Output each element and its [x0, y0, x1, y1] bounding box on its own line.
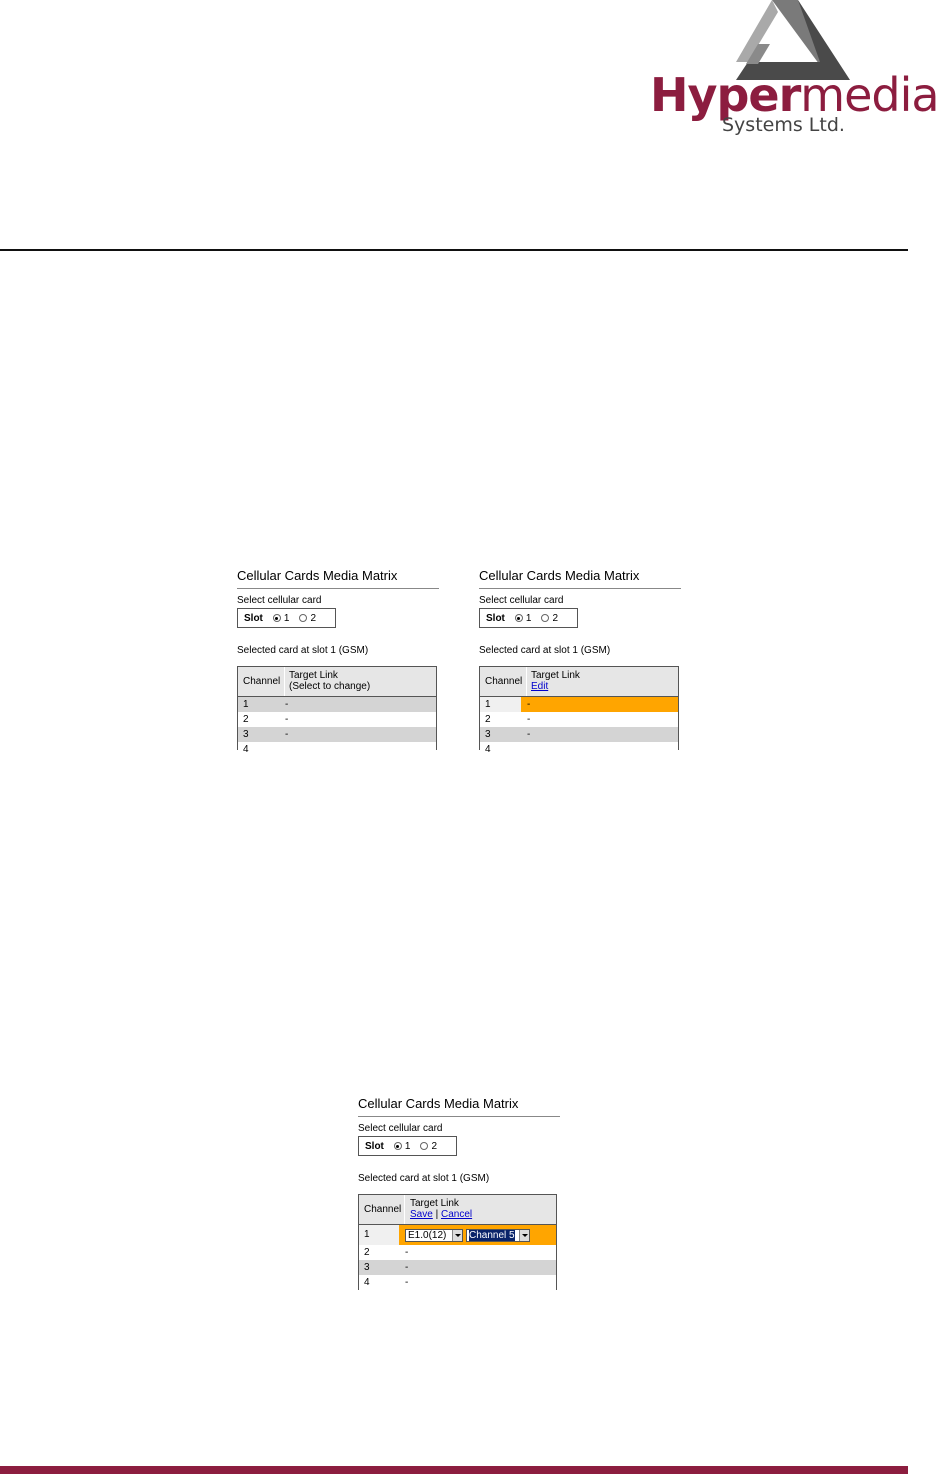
- select-card-label: Select cellular card: [358, 1123, 443, 1134]
- edit-link[interactable]: Edit: [531, 681, 549, 692]
- col-target-link: Target Link Save | Cancel: [410, 1198, 473, 1220]
- dropdown-arrow-icon[interactable]: [452, 1230, 462, 1241]
- radio-icon[interactable]: [541, 614, 549, 622]
- selected-card-text: Selected card at slot 1 (GSM): [237, 645, 369, 656]
- col-target-link: Target Link Edit: [531, 670, 580, 692]
- header-rule: [0, 249, 908, 251]
- footer-rule: [0, 1466, 908, 1474]
- slot-radio-2[interactable]: 2: [420, 1141, 437, 1152]
- table-row[interactable]: 2 -: [480, 712, 678, 727]
- table-row[interactable]: 3 -: [359, 1260, 556, 1275]
- panel-title: Cellular Cards Media Matrix: [237, 568, 398, 583]
- channel-select[interactable]: Channel 5: [466, 1229, 530, 1242]
- radio-selected-icon[interactable]: [394, 1142, 402, 1150]
- col-channel: Channel: [243, 676, 281, 687]
- matrix-table: [358, 1194, 557, 1290]
- slot-label: Slot: [486, 612, 505, 624]
- col-channel: Channel: [485, 676, 523, 687]
- table-row[interactable]: 4: [480, 742, 678, 757]
- media-matrix-panel-b: [479, 568, 681, 755]
- media-matrix-panel-c: [358, 1096, 560, 1292]
- dropdown-arrow-icon[interactable]: [519, 1230, 529, 1241]
- table-row-editing[interactable]: 1 E1.0(12) Channel 5: [359, 1225, 556, 1245]
- table-row[interactable]: 2 -: [359, 1245, 556, 1260]
- slot-radio-1[interactable]: 1: [515, 613, 532, 624]
- selected-card-text: Selected card at slot 1 (GSM): [479, 645, 611, 656]
- table-row[interactable]: 1 -: [238, 697, 436, 712]
- col-channel: Channel: [364, 1204, 402, 1215]
- matrix-table: [479, 666, 679, 755]
- table-header: [359, 1195, 556, 1225]
- slot-selector: [237, 608, 336, 628]
- selected-card-text: Selected card at slot 1 (GSM): [358, 1173, 490, 1184]
- table-row[interactable]: 4 -: [359, 1275, 556, 1290]
- cancel-link[interactable]: Cancel: [440, 1209, 473, 1220]
- media-matrix-panel-a: [237, 568, 439, 755]
- table-row-selected[interactable]: 1 -: [480, 697, 678, 712]
- slot-label: Slot: [244, 612, 263, 624]
- slot-label: Slot: [365, 1140, 384, 1152]
- col-divider: [404, 1195, 405, 1224]
- radio-selected-icon[interactable]: [273, 614, 281, 622]
- col-divider: [284, 667, 285, 696]
- slot-radio-2[interactable]: 2: [299, 613, 316, 624]
- table-row[interactable]: 3 -: [480, 727, 678, 742]
- table-header: [480, 667, 678, 697]
- col-target-link: Target Link (Select to change): [289, 670, 371, 692]
- title-rule: [237, 588, 439, 589]
- logo-wordmark: Hypermedia: [650, 68, 939, 122]
- panel-title: Cellular Cards Media Matrix: [479, 568, 640, 583]
- matrix-table: [237, 666, 437, 755]
- col-divider: [526, 667, 527, 696]
- title-rule: [358, 1116, 560, 1117]
- slot-radio-1[interactable]: 1: [273, 613, 290, 624]
- slot-selector: [358, 1136, 457, 1156]
- table-row[interactable]: 2 -: [238, 712, 436, 727]
- select-card-label: Select cellular card: [237, 595, 322, 606]
- select-card-label: Select cellular card: [479, 595, 564, 606]
- company-logo: [650, 0, 939, 140]
- link-select[interactable]: E1.0(12): [405, 1229, 463, 1242]
- title-rule: [479, 588, 681, 589]
- slot-selector: [479, 608, 578, 628]
- panel-title: Cellular Cards Media Matrix: [358, 1096, 519, 1111]
- save-link[interactable]: Save: [410, 1209, 433, 1220]
- slot-radio-1[interactable]: 1: [394, 1141, 411, 1152]
- table-header: [238, 667, 436, 697]
- row-highlight: [521, 697, 678, 712]
- radio-icon[interactable]: [299, 614, 307, 622]
- table-row[interactable]: 3 -: [238, 727, 436, 742]
- radio-icon[interactable]: [420, 1142, 428, 1150]
- table-row[interactable]: 4: [238, 742, 436, 757]
- slot-radio-2[interactable]: 2: [541, 613, 558, 624]
- logo-subtitle: Systems Ltd.: [722, 114, 845, 136]
- radio-selected-icon[interactable]: [515, 614, 523, 622]
